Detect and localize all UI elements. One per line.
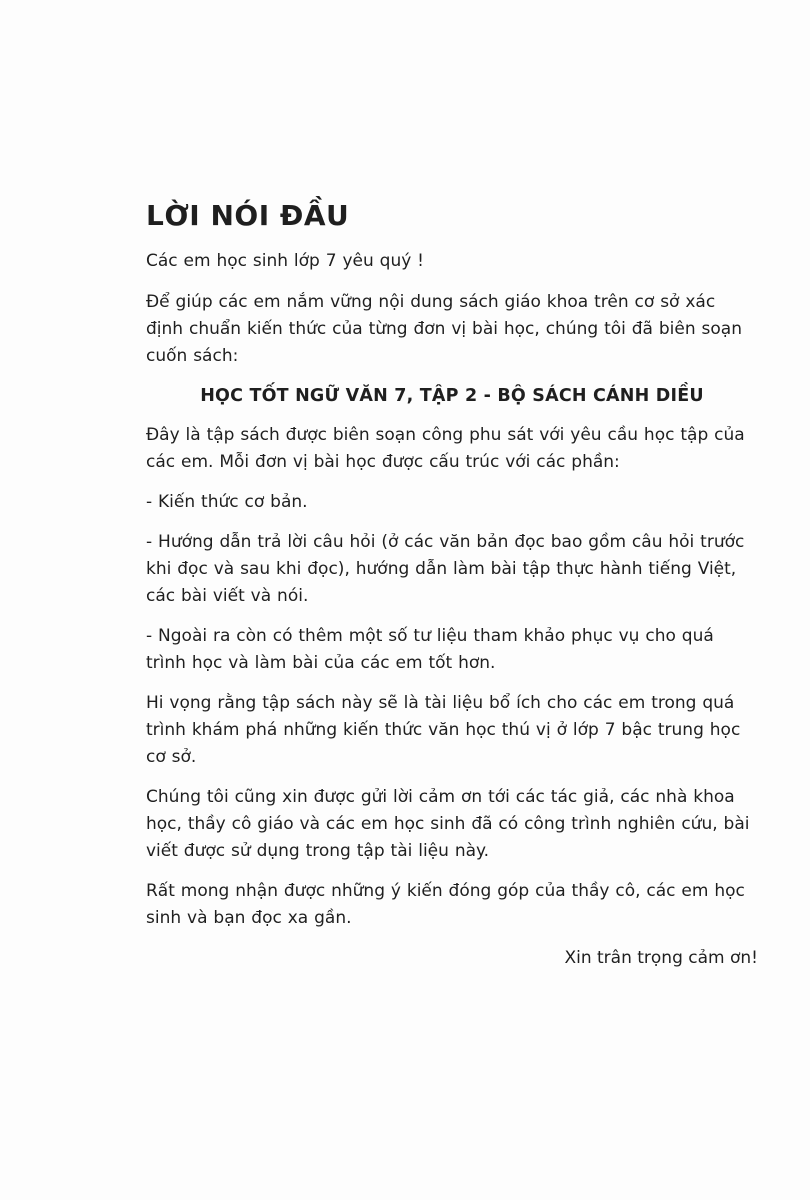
greeting-paragraph: Các em học sinh lớp 7 yêu quý ! [146, 251, 425, 271]
intro-paragraph: Để giúp các em nắm vững nội dung sách giáo khoa trên cơ sở xác định chuẩn kiến thức của từng đơn vị bài học, chúng tôi đã biên soạn cuốn sách: [146, 292, 742, 366]
request-paragraph: Rất mong nhận được những ý kiến đóng góp của thầy cô, các em học sinh và bạn đọc xa gần. [146, 881, 745, 928]
book-title: HỌC TỐT NGỮ VĂN 7, TẬP 2 - BỘ SÁCH CÁNH DIỀU [200, 386, 704, 406]
thanks-paragraph: Chúng tôi cũng xin được gửi lời cảm ơn tới các tác giả, các nhà khoa học, thầy cô giáo và các em học sinh đã có công trình nghiên cứu, bài viết được sử dụng trong tập tài liệu này. [146, 787, 750, 861]
signature-line: Xin trân trọng cảm ơn! [564, 948, 758, 968]
list-item-answer-guide: - Hướng dẫn trả lời câu hỏi (ở các văn bản đọc bao gồm câu hỏi trước khi đọc và sau khi đọc), hướng dẫn làm bài tập thực hành tiếng Việt, các bài viết và nói. [146, 532, 745, 606]
list-item-references: - Ngoài ra còn có thêm một số tư liệu tham khảo phục vụ cho quá trình học và làm bài của các em tốt hơn. [146, 626, 714, 673]
description-paragraph: Đây là tập sách được biên soạn công phu sát với yêu cầu học tập của các em. Mỗi đơn vị bài học được cấu trúc với các phần: [146, 425, 745, 472]
preface-content [146, 196, 758, 972]
hope-paragraph: Hi vọng rằng tập sách này sẽ là tài liệu bổ ích cho các em trong quá trình khám phá những kiến thức văn học thú vị ở lớp 7 bậc trung học cơ sở. [146, 693, 741, 767]
page-title: LỜI NÓI ĐẦU [146, 199, 350, 232]
list-item-basic-knowledge: - Kiến thức cơ bản. [146, 492, 308, 512]
